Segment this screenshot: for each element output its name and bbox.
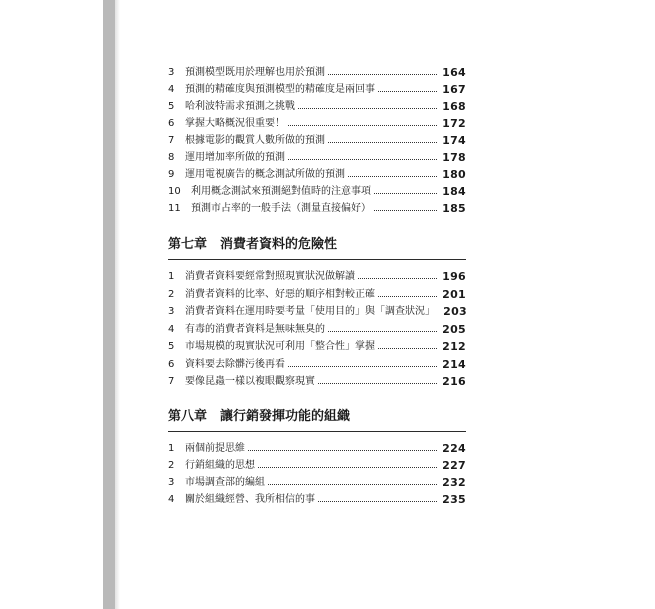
entry-title: 要像昆蟲一樣以複眼觀察現實 bbox=[185, 376, 315, 387]
entry-number: 1 bbox=[168, 443, 175, 454]
entry-page: 172 bbox=[442, 117, 466, 130]
book-gutter bbox=[103, 0, 115, 609]
entry-number: 7 bbox=[168, 376, 175, 387]
toc-entry[interactable] bbox=[168, 373, 466, 390]
entry-page: 180 bbox=[442, 168, 466, 181]
entry-number: 10 bbox=[168, 186, 181, 197]
dot-leader bbox=[268, 484, 437, 485]
dot-leader bbox=[328, 74, 437, 75]
entry-page: 185 bbox=[442, 202, 466, 215]
entry-number: 8 bbox=[168, 152, 175, 163]
entry-title: 運用電視廣告的概念測試所做的預測 bbox=[185, 169, 345, 180]
entry-title: 預測的精確度與預測模型的精確度是兩回事 bbox=[185, 84, 375, 95]
entry-title: 市場調查部的編組 bbox=[185, 477, 265, 488]
dot-leader bbox=[348, 176, 437, 177]
entry-page: 196 bbox=[442, 270, 466, 283]
entry-page: 164 bbox=[442, 66, 466, 79]
toc-entry[interactable] bbox=[168, 200, 466, 217]
entry-title: 有毒的消費者資料是無味無臭的 bbox=[185, 324, 325, 335]
toc-entry[interactable] bbox=[168, 457, 466, 474]
entry-page: 168 bbox=[442, 100, 466, 113]
entry-number: 7 bbox=[168, 135, 175, 146]
entry-page: 205 bbox=[442, 323, 466, 336]
entry-number: 3 bbox=[168, 306, 175, 317]
dot-leader bbox=[378, 348, 437, 349]
dot-leader bbox=[374, 193, 437, 194]
entry-page: 167 bbox=[442, 83, 466, 96]
entry-page: 235 bbox=[442, 493, 466, 506]
entry-page: 212 bbox=[442, 340, 466, 353]
dot-leader bbox=[298, 108, 437, 109]
chapter-heading[interactable]: 第七章 消費者資料的危險性 bbox=[168, 237, 338, 252]
toc-entry[interactable] bbox=[168, 166, 466, 183]
entry-number: 3 bbox=[168, 67, 175, 78]
dot-leader bbox=[378, 91, 437, 92]
toc-entry[interactable] bbox=[168, 64, 466, 81]
toc-entry[interactable] bbox=[168, 149, 466, 166]
entry-page: 203 bbox=[443, 305, 467, 318]
toc-entry[interactable] bbox=[168, 115, 466, 132]
entry-title: 行銷組織的思想 bbox=[185, 460, 255, 471]
entry-title: 利用概念測試來預測絕對值時的注意事項 bbox=[191, 186, 371, 197]
toc-entry[interactable] bbox=[168, 183, 466, 200]
dot-leader bbox=[378, 296, 437, 297]
entry-number: 11 bbox=[168, 203, 181, 214]
entry-number: 2 bbox=[168, 289, 175, 300]
toc-entry[interactable] bbox=[168, 338, 466, 355]
dot-leader bbox=[328, 331, 437, 332]
entry-title: 哈利波特需求預測之挑戰 bbox=[185, 101, 295, 112]
toc-entry[interactable] bbox=[168, 81, 466, 98]
entry-page: 201 bbox=[442, 288, 466, 301]
gutter-shadow bbox=[115, 0, 120, 609]
entry-title: 根據電影的觀賞人數所做的預測 bbox=[185, 135, 325, 146]
entry-title: 消費者資料的比率、好惡的順序相對較正確 bbox=[185, 289, 375, 300]
toc-entry[interactable] bbox=[168, 491, 466, 508]
dot-leader bbox=[318, 383, 437, 384]
entry-title: 兩個前提思維 bbox=[185, 443, 245, 454]
entry-title: 預測模型既用於理解也用於預測 bbox=[185, 67, 325, 78]
entry-page: 184 bbox=[442, 185, 466, 198]
dot-leader bbox=[374, 210, 437, 211]
dot-leader bbox=[358, 278, 437, 279]
entry-title: 預測市占率的一般手法（測量直接偏好） bbox=[191, 203, 371, 214]
toc-entry[interactable] bbox=[168, 474, 466, 491]
entry-number: 4 bbox=[168, 324, 175, 335]
entry-page: 174 bbox=[442, 134, 466, 147]
toc-entry[interactable] bbox=[168, 286, 466, 303]
entry-page: 178 bbox=[442, 151, 466, 164]
entry-title: 消費者資料在運用時要考量「使用目的」與「調查狀況」 bbox=[185, 306, 435, 317]
dot-leader bbox=[248, 450, 437, 451]
entry-number: 5 bbox=[168, 101, 175, 112]
toc-entry[interactable] bbox=[168, 356, 466, 373]
toc-entry[interactable] bbox=[168, 321, 466, 338]
dot-leader bbox=[258, 467, 437, 468]
entry-title: 市場規模的現實狀況可利用「整合性」掌握 bbox=[185, 341, 375, 352]
entry-title: 消費者資料要經常對照現實狀況做解讀 bbox=[185, 271, 355, 282]
entry-page: 232 bbox=[442, 476, 466, 489]
toc-entry[interactable] bbox=[168, 440, 466, 457]
toc-entry[interactable] bbox=[168, 132, 466, 149]
dot-leader bbox=[328, 142, 437, 143]
toc-entry[interactable] bbox=[168, 268, 466, 285]
entry-page: 216 bbox=[442, 375, 466, 388]
entry-page: 214 bbox=[442, 358, 466, 371]
entry-number: 4 bbox=[168, 84, 175, 95]
entry-number: 4 bbox=[168, 494, 175, 505]
dot-leader bbox=[318, 501, 437, 502]
entry-number: 5 bbox=[168, 341, 175, 352]
entry-title: 運用增加率所做的預測 bbox=[185, 152, 285, 163]
entry-number: 3 bbox=[168, 477, 175, 488]
entry-page: 227 bbox=[442, 459, 466, 472]
entry-number: 9 bbox=[168, 169, 175, 180]
dot-leader bbox=[288, 159, 437, 160]
entry-number: 1 bbox=[168, 271, 175, 282]
entry-title: 掌握大略概況很重要！ bbox=[185, 118, 285, 129]
entry-title: 關於組織經營、我所相信的事 bbox=[185, 494, 315, 505]
chapter-heading[interactable]: 第八章 讓行銷發揮功能的組織 bbox=[168, 409, 351, 424]
chapter-rule bbox=[168, 259, 466, 260]
entry-number: 6 bbox=[168, 359, 175, 370]
entry-title: 資料要去除髒污後再看 bbox=[185, 359, 285, 370]
entry-number: 2 bbox=[168, 460, 175, 471]
dot-leader bbox=[288, 366, 437, 367]
dot-leader bbox=[288, 125, 437, 126]
entry-number: 6 bbox=[168, 118, 175, 129]
entry-page: 224 bbox=[442, 442, 466, 455]
chapter-rule bbox=[168, 431, 466, 432]
toc-entry[interactable] bbox=[168, 98, 466, 115]
toc-entry[interactable] bbox=[168, 303, 466, 320]
